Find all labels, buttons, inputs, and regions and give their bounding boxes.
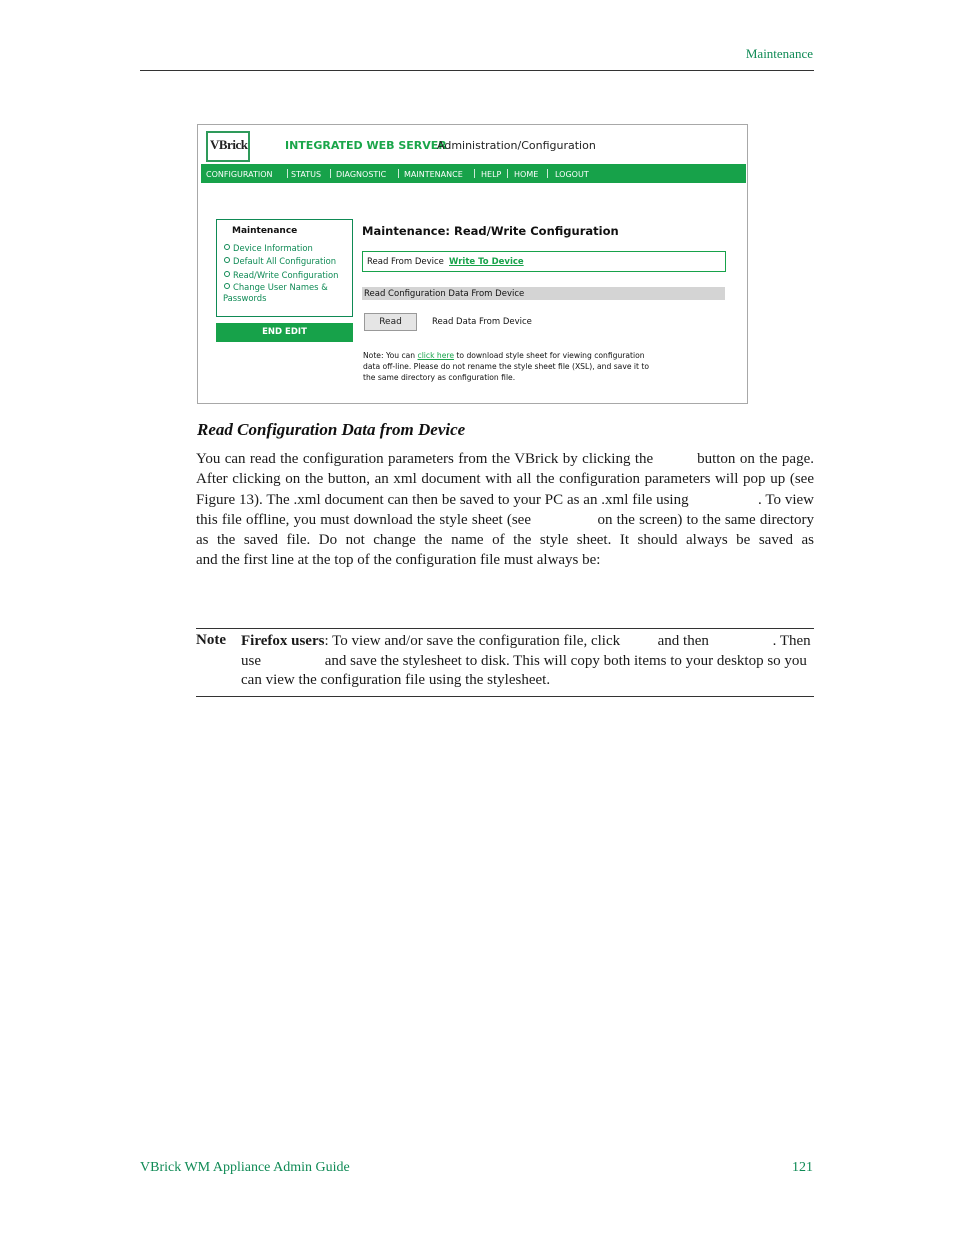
read-label: Read Data From Device <box>432 317 532 327</box>
nav-bar <box>201 164 746 183</box>
nav-separator: | <box>473 169 477 179</box>
click-here-link[interactable]: click here <box>417 351 455 360</box>
web-admin-screenshot <box>197 124 748 404</box>
bullet-icon <box>224 271 230 277</box>
body-paragraph: You can read the configuration parameters from the VBrick by clicking the button on the page. After clicking on the button, an xml document with all the configuration parameters will pop up (see Figure 13). The .xml document can then be saved to your PC as an .xml file using . To view this file offline, you must download the style sheet (see on the screen) to the same directory as the saved file. Do not change the name of the style sheet. It should always be saved as and the first line at the top of the configuration file must always be: <box>196 451 886 569</box>
read-write-tabs <box>362 251 726 272</box>
section-bar <box>362 287 725 300</box>
nav-separator: | <box>546 169 550 179</box>
tab-read-from-device[interactable]: Read From Device <box>367 257 444 267</box>
main-title: Maintenance: Read/Write Configuration <box>362 224 619 238</box>
sidebar-item-device-information[interactable]: Device Information <box>224 243 313 253</box>
server-subtitle: Administration/Configuration <box>437 139 596 152</box>
sidebar-item-read-write-configuration[interactable]: Read/Write Configuration <box>224 270 338 280</box>
bullet-icon <box>224 244 230 250</box>
sidebar-item-passwords[interactable]: Passwords <box>223 293 267 303</box>
nav-separator: | <box>329 169 333 179</box>
server-title: INTEGRATED WEB SERVER <box>285 139 447 152</box>
read-button[interactable]: Read <box>364 313 417 331</box>
note-rule-bottom <box>196 696 814 697</box>
nav-separator: | <box>506 169 510 179</box>
nav-maintenance[interactable]: MAINTENANCE <box>404 170 463 179</box>
sidebar-title: Maintenance <box>232 226 298 236</box>
nav-help[interactable]: HELP <box>481 170 502 179</box>
running-header: Maintenance <box>745 46 813 61</box>
bullet-icon <box>224 257 230 263</box>
section-heading: Read Configuration Data from Device <box>197 420 466 439</box>
nav-diagnostic[interactable]: DIAGNOSTIC <box>336 170 387 179</box>
note-text: : To view and/or save the configuration file, click and then . Then use and save the stylesheet to disk. This will copy both items to your desktop so you can view the configuration file using the stylesheet. <box>241 633 815 688</box>
section-label: Read Configuration Data From Device <box>364 289 525 299</box>
note-body <box>241 632 814 691</box>
nav-separator: | <box>286 169 290 179</box>
end-edit-button[interactable]: END EDIT <box>216 323 353 342</box>
stylesheet-note: Note: You can click here to download style sheet for viewing configuration data off-line. Please do not rename the style sheet file (XSL), and save it to the same directory as configuration file. <box>363 351 650 382</box>
sidebar-item-change-user-names[interactable]: Change User Names & <box>224 282 328 292</box>
note-bold: Firefox users <box>241 633 325 649</box>
bullet-icon <box>224 283 230 289</box>
nav-logout[interactable]: LOGOUT <box>555 170 589 179</box>
footer-title: VBrick WM Appliance Admin Guide <box>140 1160 350 1175</box>
sidebar-item-default-all-configuration[interactable]: Default All Configuration <box>224 256 336 266</box>
header-rule <box>140 70 814 71</box>
nav-separator: | <box>397 169 401 179</box>
vbrick-logo: VBrick <box>210 137 248 152</box>
note-rule-top <box>196 628 814 629</box>
tab-write-to-device[interactable]: Write To Device <box>449 257 524 267</box>
page-number: 121 <box>792 1160 813 1175</box>
nav-home[interactable]: HOME <box>514 170 539 179</box>
sidebar-menu <box>216 219 353 317</box>
note-label: Note <box>196 632 226 648</box>
nav-configuration[interactable]: CONFIGURATION <box>206 170 273 179</box>
nav-status[interactable]: STATUS <box>291 170 322 179</box>
